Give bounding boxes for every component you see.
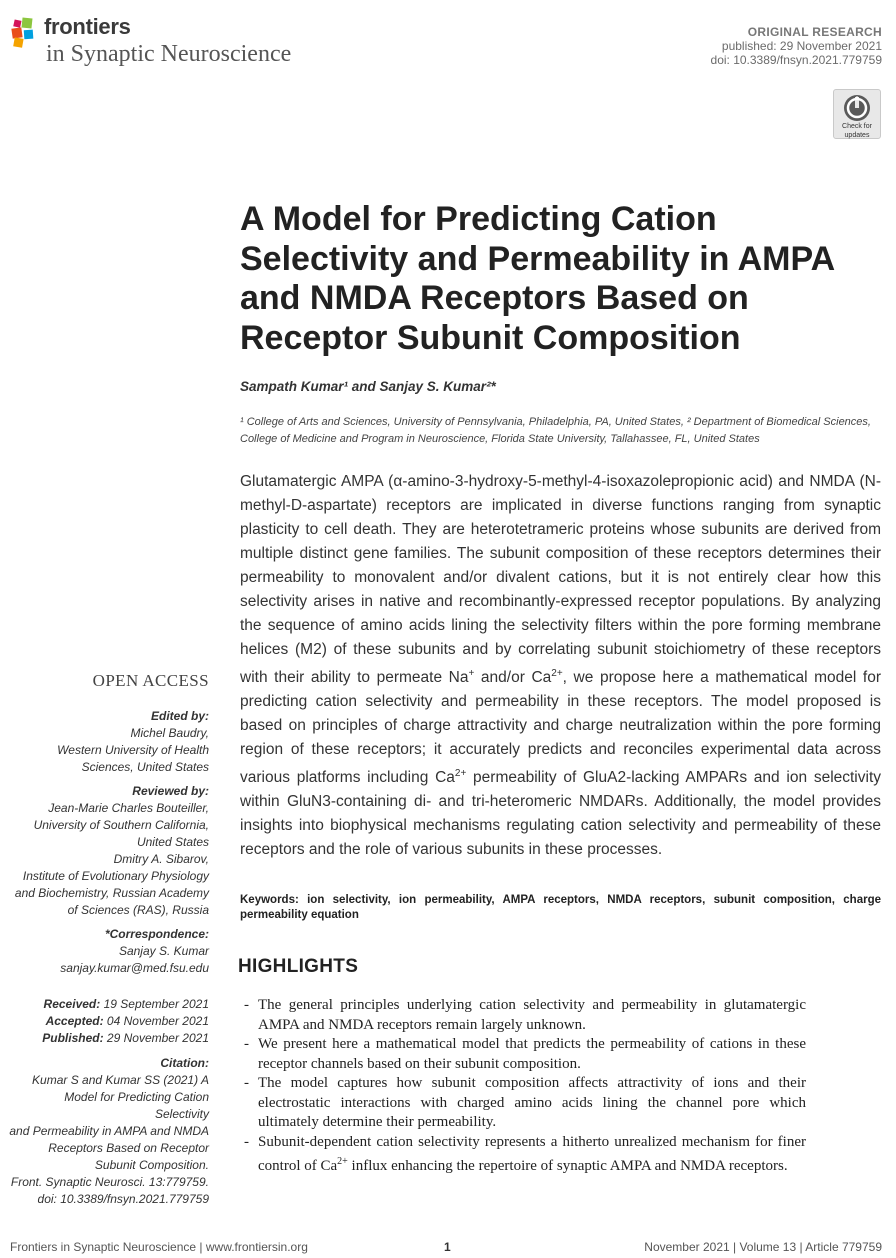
reviewed-by-label: Reviewed by: <box>132 784 209 798</box>
accepted-label: Accepted: <box>45 1014 104 1028</box>
highlights-list <box>244 996 806 1177</box>
frontiers-logo-icon <box>10 16 42 48</box>
check-updates-icon <box>843 94 871 122</box>
abstract <box>240 470 881 862</box>
article-title: A Model for Predicting Cation Selectivity and Permeability in AMPA and NMDA Receptors Based on Receptor Subunit Composition <box>240 200 834 357</box>
author-affiliations: ¹ College of Arts and Sciences, University of Pennsylvania, Philadelphia, PA, United States, ² Department of Biomedical Sciences, College of Medicine and Program in Neuroscience, Florida State University, Tallahassee, FL, United States <box>240 416 871 445</box>
check-for-updates-button[interactable] <box>833 89 881 139</box>
highlight-sup: 2+ <box>337 1156 348 1167</box>
highlights-heading: HIGHLIGHTS <box>238 956 359 977</box>
keywords-label: Keywords: <box>240 894 299 906</box>
article-meta <box>711 25 882 67</box>
highlight-item <box>244 1133 806 1177</box>
journal-logo <box>10 14 330 74</box>
reviewer-line: and Biochemistry, Russian Academy <box>14 886 209 900</box>
correspondence-name: Sanjay S. Kumar <box>118 944 209 958</box>
citation-line: Subunit Composition. <box>94 1158 209 1172</box>
page-number: 1 <box>444 1240 451 1254</box>
received-label: Received: <box>43 997 101 1011</box>
received-row <box>9 996 209 1013</box>
citation-line: and Permeability in AMPA and NMDA <box>9 1124 209 1138</box>
highlight-text-a: Subunit-dependent cation selectivity represents a hitherto unrealized mechanism for finer control of Ca <box>258 1133 806 1174</box>
abstract-sup-2: 2+ <box>551 668 563 679</box>
reviewer-line: United States <box>136 835 209 849</box>
published-label: Published: <box>42 1031 104 1045</box>
citation-line: Model for Predicting Cation Selectivity <box>64 1090 209 1121</box>
citation-label: Citation: <box>160 1056 209 1070</box>
accepted-date: 04 November 2021 <box>103 1014 209 1028</box>
abstract-text-2: and/or Ca <box>474 669 552 687</box>
check-updates-label-2: updates <box>844 132 870 139</box>
open-access-label: OPEN ACCESS <box>92 671 209 690</box>
highlight-text-b: influx enhancing the repertoire of synaptic AMPA and NMDA receptors. <box>347 1158 788 1174</box>
accepted-row <box>9 1013 209 1030</box>
check-updates-label-1: Check for <box>842 123 872 130</box>
abstract-text-3: , we propose here a mathematical model for predicting cation selectivity and permeability in these receptors. The model proposed is based on principles of charge attractivity and charge neutralization within the pore forming region of these receptors; it accurately predicts and reconciles experimental data across various platforms including Ca <box>240 669 881 787</box>
correspondence-email[interactable]: sanjay.kumar@med.fsu.edu <box>60 961 209 975</box>
published-date-side: 29 November 2021 <box>103 1031 209 1045</box>
abstract-sup-3: 2+ <box>454 768 467 780</box>
published-date: published: 29 November 2021 <box>721 39 882 53</box>
reviewer-line: University of Southern California, <box>33 818 209 832</box>
article-type: ORIGINAL RESEARCH <box>747 25 882 39</box>
edited-by-label: Edited by: <box>150 709 209 723</box>
highlight-item: - The general principles underlying cation selectivity and permeability in glutamatergic AMPA and NMDA receptors remain largely unknown. <box>244 996 806 1035</box>
citation-line: Front. Synaptic Neurosci. 13:779759. <box>10 1175 209 1189</box>
article-authors: Sampath Kumar¹ and Sanjay S. Kumar²* <box>240 379 496 394</box>
dates-block <box>9 996 209 1047</box>
correspondence-block <box>9 926 209 977</box>
reviewer-line: of Sciences (RAS), Russia <box>67 903 209 917</box>
abstract-sup-1: + <box>468 668 475 679</box>
published-row <box>9 1030 209 1047</box>
reviewer-line: Institute of Evolutionary Physiology <box>22 869 209 883</box>
edited-by-block <box>9 708 209 776</box>
footer-journal-link[interactable]: Frontiers in Synaptic Neuroscience | www.frontiersin.org <box>10 1240 308 1254</box>
highlight-item: - The model captures how subunit composition affects attractivity of ions and their electrostatic interactions with charged amino acids lining the channel pore which ultimately determine their permeability. <box>244 1074 806 1133</box>
editor-line: Sciences, United States <box>81 760 209 774</box>
keywords-list: ion selectivity, ion permeability, AMPA receptors, NMDA receptors, subunit composition, charge permeability equation <box>240 894 881 921</box>
citation-line: doi: 10.3389/fnsyn.2021.779759 <box>37 1192 209 1206</box>
footer-issue-info: November 2021 | Volume 13 | Article 779759 <box>644 1240 882 1254</box>
reviewer-line: Jean-Marie Charles Bouteiller, <box>48 801 209 815</box>
journal-name: in Synaptic Neuroscience <box>46 41 292 67</box>
abstract-text-4: permeability of GluA2-lacking AMPARs and ion selectivity within GluN3-containing di- and tri-heteromeric NMDARs. Additionally, the model provides insights into biophysical mechanisms regulating cation selectivity and permeability of these receptors and the role of various subunits in these processes. <box>240 769 882 859</box>
citation-block <box>9 1055 209 1208</box>
abstract-text-1: Glutamatergic AMPA (α-amino-3-hydroxy-5-methyl-4-isoxazolepropionic acid) and NMDA (N-methyl-D-aspartate) receptors are implicated in diverse functions ranging from synaptic plasticity to cell death. They are heterotetrameric proteins whose subunits are derived from multiple distinct gene families. The subunit composition of these receptors determines their permeability to monovalent and/or divalent cations, but it is not entirely clear how this selectivity arises in native and recombinantly-expressed receptor populations. By analyzing the sequence of amino acids lining the selectivity filters within the pore forming membrane helices (M2) of these subunits and by correlating subunit stoichiometry of these receptors with their ability to permeate Na <box>240 473 881 687</box>
citation-line: Receptors Based on Receptor <box>48 1141 209 1155</box>
brand-name: frontiers <box>44 14 131 39</box>
correspondence-label: *Correspondence: <box>104 927 209 941</box>
editor-line: Western University of Health <box>57 743 209 757</box>
keywords <box>240 893 881 923</box>
received-date: 19 September 2021 <box>100 997 209 1011</box>
reviewed-by-block <box>9 783 209 919</box>
reviewer-line: Dmitry A. Sibarov, <box>113 852 209 866</box>
highlight-item: - We present here a mathematical model that predicts the permeability of cations in these receptor channels based on their subunit composition. <box>244 1035 806 1074</box>
citation-line: Kumar S and Kumar SS (2021) A <box>32 1073 209 1087</box>
article-doi[interactable]: doi: 10.3389/fnsyn.2021.779759 <box>710 53 882 67</box>
editor-line: Michel Baudry, <box>130 726 209 740</box>
